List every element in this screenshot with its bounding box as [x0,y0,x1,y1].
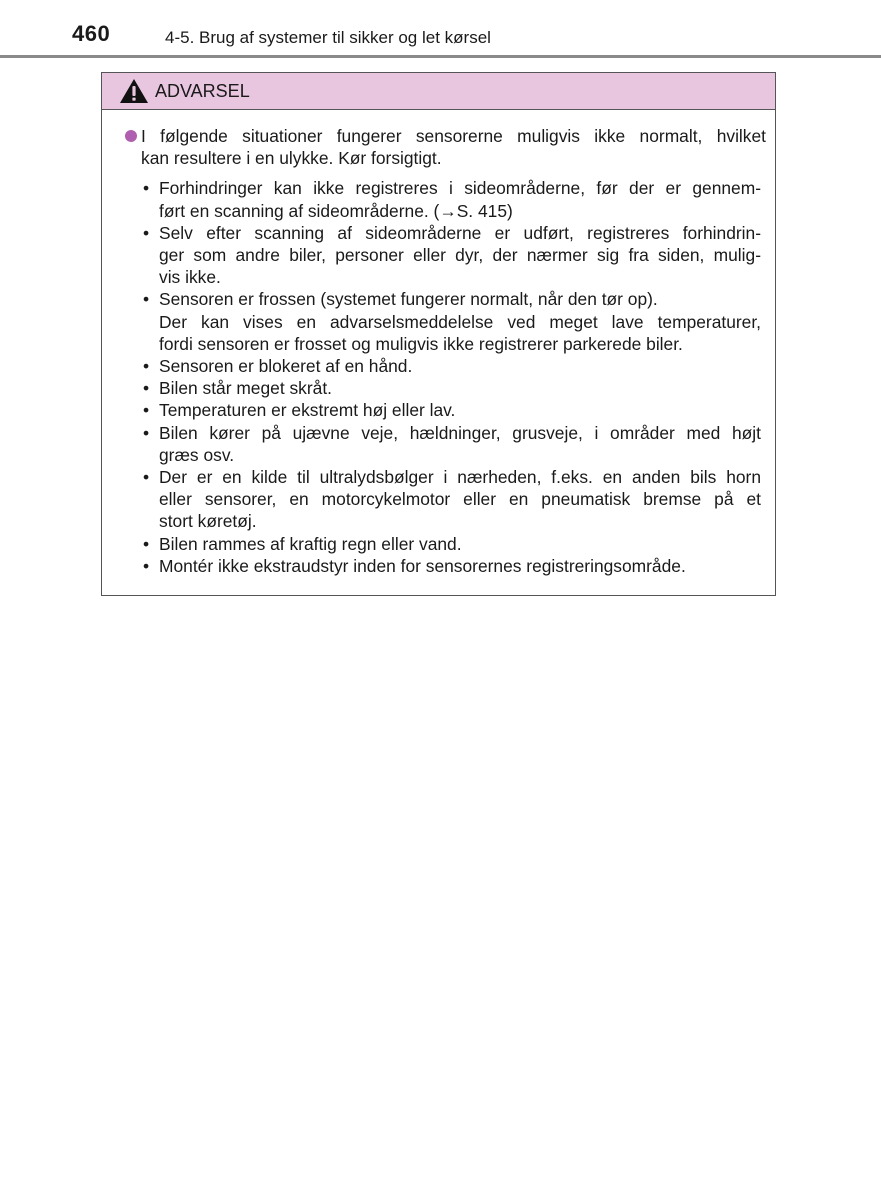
list-item-text [159,177,761,221]
list-item-line: Bilen rammes af kraftig regn eller vand. [159,533,462,554]
bullet-icon: • [143,222,150,243]
list-item-line: ført en scanning af sideområderne. (→S. 415) [159,200,513,221]
list-item-line: ger som andre biler, personer eller dyr, der nærmer sig fra siden, mulig- [159,245,761,266]
list-item-line: græs osv. [159,444,235,465]
page-header [0,0,881,58]
intro-bullet-icon [125,130,137,142]
bullet-icon: • [143,400,150,421]
list-item-text [159,466,761,533]
list-item-line: Temperaturen er ekstremt høj eller lav. [159,400,456,421]
list-item-line: fordi sensoren er frosset og muligvis ikke registrerer parkerede biler. [159,333,683,354]
intro-paragraph [125,125,766,169]
list-item [143,466,761,533]
list-item-text [159,377,761,399]
bullet-icon: • [143,378,150,399]
list-item-line: Forhindringer kan ikke registreres i sideområderne, før der er gennem- [159,178,761,199]
intro-line: I følgende situationer fungerer sensorerne muligvis ikke normalt, hvilket [141,126,766,146]
list-item-line: stort køretøj. [159,511,257,532]
warning-header [102,73,775,110]
list-item-line: Selv efter scanning af sideområderne er udført, registreres forhindrin- [159,222,761,243]
list-item-text [159,422,761,466]
list-item-text [159,533,761,555]
condition-list [125,177,766,577]
intro-text [141,125,766,169]
list-item-line: Der er en kilde til ultralydsbølger i nærheden, f.eks. en anden bils horn [159,467,761,488]
list-item [143,533,761,555]
list-item [143,288,761,355]
list-item-text [159,355,761,377]
warning-box [101,72,776,596]
list-item-line: eller sensorer, en motorcykelmotor eller en pneumatisk bremse på et [159,489,761,510]
list-item-text [159,555,761,577]
list-item [143,377,761,399]
bullet-icon: • [143,555,150,576]
page-number: 460 [72,21,111,46]
list-item [143,399,761,421]
bullet-icon: • [143,356,150,377]
list-item-line: vis ikke. [159,267,221,288]
list-item [143,177,761,221]
bullet-icon: • [143,289,150,310]
warning-triangle-icon [119,78,149,104]
list-item [143,555,761,577]
list-item-line: Sensoren er blokeret af en hånd. [159,356,413,377]
list-item-line: Sensoren er frossen (systemet fungerer normalt, når den tør op). [159,289,658,310]
list-item-line: Der kan vises en advarselsmeddelelse ved meget lave temperaturer, [159,311,761,332]
list-item-line: Montér ikke ekstraudstyr inden for sensorernes registreringsområde. [159,555,686,576]
warning-body [102,110,775,577]
list-item [143,422,761,466]
list-item-text [159,288,761,355]
list-item-text [159,222,761,289]
intro-line: kan resultere i en ulykke. Kør forsigtigt. [141,148,442,169]
list-item [143,222,761,289]
bullet-icon: • [143,467,150,488]
list-item-text [159,399,761,421]
section-title: 4-5. Brug af systemer til sikker og let kørsel [165,28,491,47]
list-item-line: Bilen kører på ujævne veje, hældninger, grusveje, i områder med højt [159,422,761,443]
header-divider [0,55,881,58]
bullet-icon: • [143,422,150,443]
list-item [143,355,761,377]
bullet-icon: • [143,533,150,554]
warning-title: ADVARSEL [155,81,250,101]
list-item-line: Bilen står meget skråt. [159,378,333,399]
bullet-icon: • [143,178,150,199]
